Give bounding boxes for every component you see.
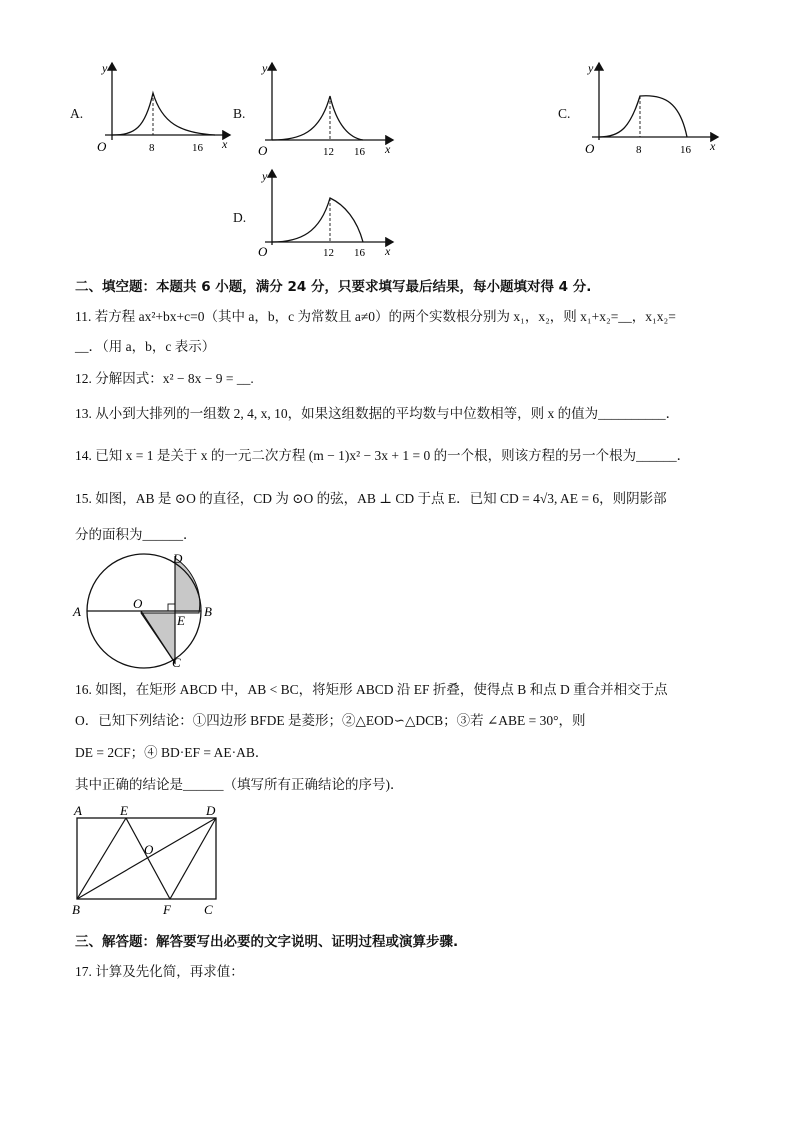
tick-label: 8 — [636, 144, 642, 156]
q14-text: 14. 已知 x = 1 是关于 x 的一元二次方程 (m − 1)x² − 3x + 1 = 0 的一个根，则该方程的另一个根为______． — [75, 448, 691, 463]
graph-c — [580, 58, 725, 163]
point-o: O — [133, 596, 143, 611]
q17-text: 17. 计算及先化简，再求值： — [75, 964, 244, 979]
section-2-heading: 二、填空题：本题共 6 小题，满分 24 分，只要求填写最后结果，每小题填对得 4 分. — [75, 279, 592, 295]
tick-label: 8 — [149, 142, 155, 154]
point-o: O — [144, 842, 154, 857]
q13-text: 13. 从小到大排列的一组数 2, 4, x, 10，如果这组数据的平均数与中位数相等，则 x 的值为__________． — [75, 406, 680, 421]
point-f: F — [163, 902, 171, 917]
origin-label: O — [258, 244, 268, 259]
point-c: C — [172, 655, 181, 670]
y-label: y — [588, 61, 594, 75]
q11-line2: __．（用 a，b，c 表示） — [75, 339, 216, 354]
point-d: D — [206, 803, 216, 818]
point-d: D — [173, 551, 183, 566]
point-c: C — [204, 902, 213, 917]
origin-label: O — [585, 141, 595, 156]
q12-text: 12. 分解因式：x² − 8x − 9 = __. — [75, 371, 254, 386]
tick-label: 12 — [323, 247, 334, 259]
x-label: x — [710, 139, 716, 153]
x-label: x — [385, 244, 391, 258]
q16-line3: DE = 2CF；④ BD·EF = AE·AB． — [75, 745, 269, 760]
option-c-label: C. — [558, 106, 571, 121]
y-label: y — [102, 61, 108, 75]
q11-line1: 11. 若方程 ax²+bx+c=0（其中 a，b，c 为常数且 a≠0）的两个实数根分别为 x₁，x₂，则 x₁+x₂=__，x₁x₂= — [75, 309, 676, 324]
origin-label: O — [258, 143, 268, 158]
tick-label: 16 — [680, 144, 691, 156]
graph-b — [255, 58, 400, 163]
origin-label: O — [97, 139, 107, 154]
y-label: y — [262, 169, 268, 183]
q16-line1: 16. 如图，在矩形 ABCD 中，AB < BC，将矩形 ABCD 沿 EF 折叠，使得点 B 和点 D 重合并相交于点 — [75, 682, 668, 697]
point-e: E — [120, 803, 128, 818]
q15-line2: 分的面积为______． — [75, 527, 197, 542]
point-a: A — [74, 803, 82, 818]
curve — [112, 93, 215, 135]
point-a: A — [73, 604, 81, 619]
graph-a — [90, 58, 235, 163]
tick-label: 12 — [323, 146, 334, 158]
y-label: y — [262, 61, 268, 75]
tick-label: 16 — [192, 142, 203, 154]
point-e: E — [177, 613, 185, 628]
x-label: x — [222, 137, 228, 151]
q15-line1: 15. 如图，AB 是 ⊙O 的直径，CD 为 ⊙O 的弦，AB ⊥ CD 于点 E．已知 CD = 4√3, AE = 6，则阴影部 — [75, 491, 667, 506]
graph-d — [255, 165, 400, 263]
tick-label: 16 — [354, 146, 365, 158]
section-3-heading: 三、解答题：解答要写出必要的文字说明、证明过程或演算步骤. — [75, 934, 459, 950]
circle-figure — [68, 548, 218, 670]
option-b-label: B. — [233, 106, 246, 121]
q16-line4: 其中正确的结论是______（填写所有正确结论的序号)． — [75, 777, 404, 792]
point-b: B — [204, 604, 212, 619]
option-a-label: A. — [70, 106, 84, 121]
option-d-label: D. — [233, 210, 247, 225]
tick-label: 16 — [354, 247, 365, 259]
q16-line2: O．已知下列结论：①四边形 BFDE 是菱形；②△EOD∽△DCB；③若 ∠ABE = 30°，则 — [75, 713, 586, 728]
point-b: B — [72, 902, 80, 917]
x-label: x — [385, 142, 391, 156]
rectangle-figure — [68, 800, 228, 920]
